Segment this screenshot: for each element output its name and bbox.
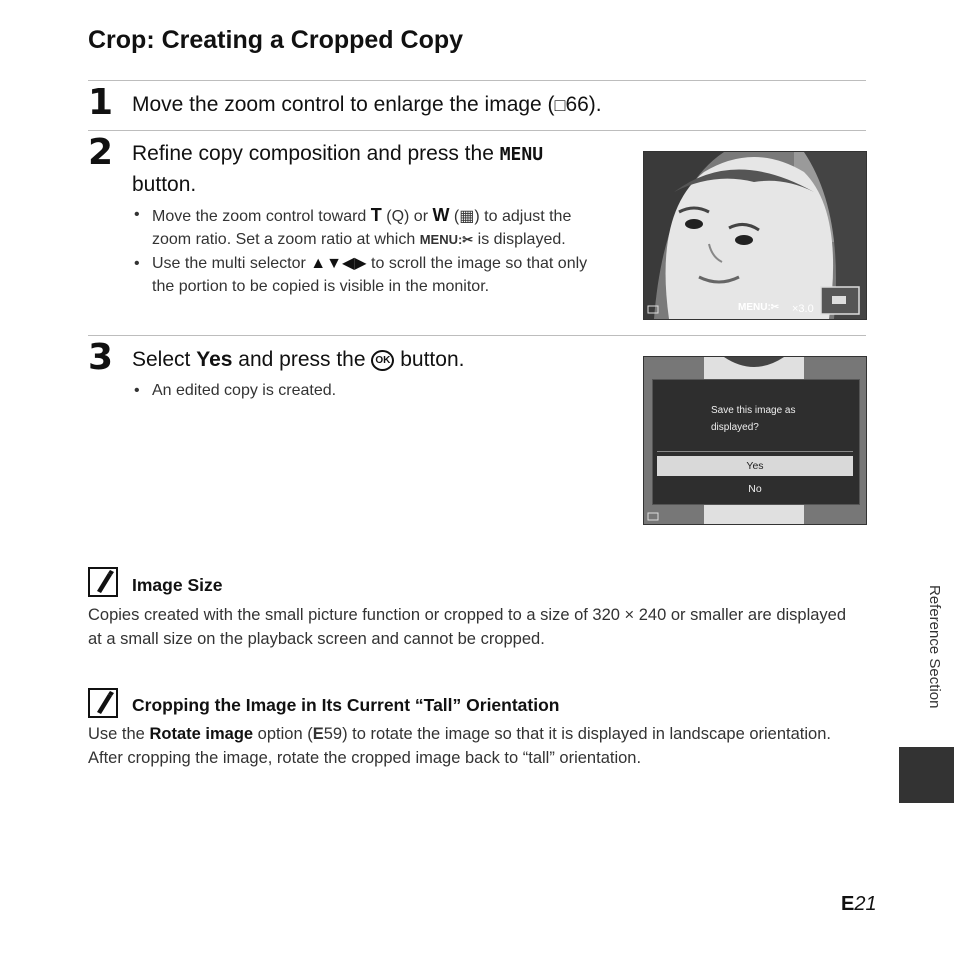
camera-screen-zoom (643, 151, 867, 320)
note-text: ) to rotate the image so that it is displayed in landscape orientation. After cropping the image, rotate the cropped image back to “tall” orientation. (88, 725, 831, 767)
yes-option[interactable]: Yes (657, 456, 853, 476)
camera-screen-dialog (643, 356, 867, 525)
reference-section-icon: E (312, 725, 324, 743)
no-option[interactable]: No (748, 483, 762, 495)
crop-indicator-icon: MENU:✂ (738, 302, 780, 313)
list-item (132, 253, 610, 298)
crop-icon: MENU:✂ (419, 231, 474, 247)
dialog-prompt-line: displayed? (711, 422, 759, 433)
reference-page: 66 (565, 93, 589, 116)
reference-section-icon: E (841, 893, 855, 915)
note-body-cropping-orientation (88, 722, 848, 770)
step-3-instruction-end: button. (400, 348, 465, 371)
note-title-cropping-orientation: Cropping the Image in Its Current “Tall” Orientation (132, 695, 560, 715)
step-number-3: 3 (88, 337, 114, 378)
note-pencil-icon (88, 567, 118, 597)
zoom-in-icon: Q (391, 208, 405, 225)
note-body-image-size: Copies created with the small picture function or cropped to a size of 320 × 240 or smaller are displayed at a small size on the playback screen and cannot be cropped. (88, 606, 847, 648)
bullet-text: is displayed. (477, 230, 566, 248)
multi-selector-arrows-icon: ▲▼◀▶ (310, 255, 367, 272)
note-text: option ( (257, 725, 313, 743)
yes-label: Yes (196, 348, 233, 371)
divider (88, 335, 866, 336)
step-2-instruction: Refine copy composition and press the (132, 142, 494, 165)
side-section-label: Reference Section (926, 585, 943, 709)
section-tab (899, 747, 954, 803)
step-number-2: 2 (88, 132, 114, 173)
note-text: Use the (88, 725, 145, 743)
portrait-image (644, 152, 866, 319)
dialog-prompt-line: Save this image as (711, 405, 796, 416)
step-1-text (132, 90, 602, 120)
reference-page: 59 (323, 725, 343, 743)
step-3-bullets (132, 380, 592, 405)
bullet-text: to adjust the zoom ratio. Set a zoom ratio at which (152, 208, 572, 248)
divider (88, 130, 866, 131)
bullet-text: to scroll the image so that only the portion to be copied is visible in the monitor. (152, 255, 588, 295)
page-number (841, 893, 877, 916)
step-2-bullets (132, 204, 610, 300)
zoom-ratio: ×3.0 (792, 303, 814, 315)
rotate-image-label: Rotate image (149, 725, 254, 743)
bullet-text: Move the zoom control toward (152, 208, 367, 225)
note-pencil-icon (88, 688, 118, 718)
step-3-text (132, 345, 464, 375)
page-title: Crop: Creating a Cropped Copy (88, 26, 464, 54)
step-1-instruction: Move the zoom control to enlarge the image ( (132, 93, 555, 116)
step-2-instruction-end: button. (132, 173, 197, 196)
step-3-instruction-mid: and press the (238, 348, 366, 371)
thumbnail-icon: ▦ (459, 208, 475, 225)
dialog-prompt (711, 402, 796, 436)
note-title-image-size: Image Size (132, 575, 223, 595)
bullet-text: or (413, 208, 429, 225)
step-1-text-end: ). (588, 93, 602, 116)
ok-button-glyph: OK (371, 350, 394, 371)
tele-t-glyph: T (370, 205, 382, 225)
step-3-instruction: Select (132, 348, 191, 371)
divider (88, 80, 866, 81)
list-item: • Move the zoom control toward T (Q) or W (▦) to adjust the zoom ratio. Set a zoom ratio at which MENU:✂ is displayed. (132, 204, 610, 251)
bullet-text: An edited copy is created. (152, 382, 337, 399)
save-dialog (652, 379, 860, 505)
wide-w-glyph: W (432, 205, 450, 225)
step-2-text (132, 139, 612, 200)
page-number-value: 21 (854, 893, 877, 915)
step-number-1: 1 (88, 82, 114, 123)
list-item (132, 380, 592, 403)
bullet-text: Use the multi selector (152, 255, 306, 272)
menu-button-glyph: MENU (499, 144, 544, 165)
reference-icon: □ (554, 95, 566, 115)
dialog-divider (657, 451, 853, 452)
